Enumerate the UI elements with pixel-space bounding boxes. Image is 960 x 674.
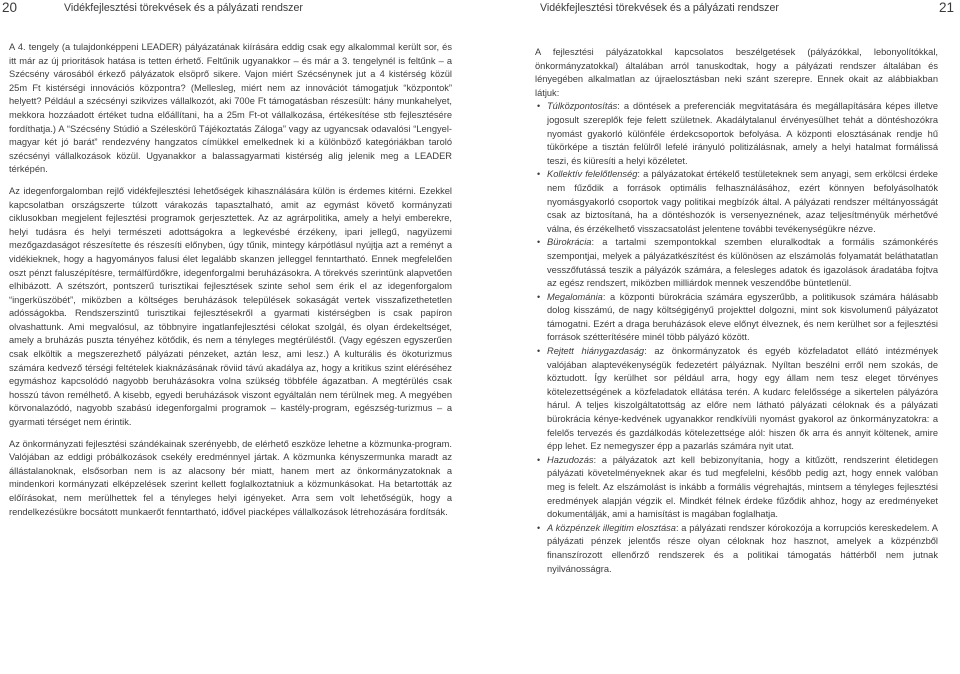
running-header: Vidékfejlesztési törekvések és a pályázati rendszer [540,2,779,14]
list-item [535,454,938,522]
bullet-icon: • [537,291,541,302]
term: Bürokrácia [547,237,592,248]
term-description: : a tartalmi szempontokkal szemben eluralkodtak a formális számonkérés szempontjai, melyek a pályázatkészítést és különösen az elszámolás folyamatát beláthatatlan vesszőfutássá teszik a pályázók számára, a felesleges adatok és igazolások áradatába fojtva az egész rendszert, miközben milliárdok mennek veszendőbe büntetlenül. [547,237,938,289]
term-description: : a döntések a preferenciák megvitatására és megállapítására képes illetve jogosult szereplők feje felett születnek. Akadálytalanul érvényesülhet tehát a döntéshozókra nyomást gyakorló különféle érdekcsoportok befolyása. A központi elosztásának rendje hű tükörképe a tisztán felülről lefelé irányuló politizálásnak, amely a helyi hatalmat formálissá teszi, és kiüresíti a helyi közéletet. [547,101,938,166]
list-item [535,236,938,290]
page-number: 20 [2,0,18,15]
bullet-icon: • [537,237,541,248]
list-item [535,345,938,454]
intro-paragraph: A fejlesztési pályázatokkal kapcsolatos beszélgetések (pályázókkal, lebonyolítókkal, önkormányzatokkal) általában arról tanuskodtak, hogy a pályázati rendszer általában és lényegében alkalmatlan az újraelosztásban neki szánt szerepre. Ennek okait az alábbiakban látjuk: [535,47,938,98]
page-number: 21 [938,0,954,15]
term: A közpénzek illegitim elosztása [547,522,676,533]
problem-list [535,100,938,576]
bullet-icon: • [537,454,541,465]
term-description: : a pályázatokat értékelő testületeknek sem anyagi, sem erkölcsi érdeke nem fűződik a források optimális felhasználásához, ezért könnyen befolyásolhatók nyomásgyakorló csoportok vagy politikai megbízók által. A pályázati rendszer méltányosságát csak az biztosítaná, ha a döntéshozók is versenyeznének, azaz teljesítményük mérhetővé válna, és érzékelhető visszacsatolást jelentene további tevékenységükre nézve. [547,169,938,234]
running-header: Vidékfejlesztési törekvések és a pályázati rendszer [64,2,303,14]
term: Túlközpontosítás [547,101,618,112]
paragraph: A 4. tengely (a tulajdonképpeni LEADER) pályázatának kiírására eddig csak egy alkalommal került sor, és itt már az új prioritások hatása is tetten érhető. Feltűnik ugyanakkor – és már a 3. tengelynél is feltűnk – a Szécsény városából érkező pályázatok elsöprő sikere. Vajon miért Szécsénynek jut a 4 kistérség közül 25m Ft kistérségi innovációs központra? (Mellesleg, miért nem az innovációt támogatjuk “központok” helyett? Például a szécsényi szikvizes vállalkozót, aki 700e Ft támogatásban részesült: hány munkahelyet, mekkora hozzáadott értéket tudna előállítani, ha a 25m Ft-ot vállalkozása, értékesítése stb fejlesztésére fordíthatja.) A “Szécsény Stúdió a Széleskörű Tájékoztatás Záloga” vagy az ugyancsak odavalósi “Lengyel-magyar két jó barát” rendezvény hangzatos címükkel emelkednek ki a különböző kategóriákban taroló szécsényi vállalkozások közül. Ugyanakkor a balassagyarmati kistérség alig jelenik meg a LEADER térképén. [9,42,452,175]
term: Megalománia [547,291,603,302]
term-description: : az önkormányzatok és egyéb közfeladatot ellátó intézmények valójában alaptevékenységük fedezetért pályáznak. Nyíltan beszélni erről nem szokás, de köztudott. Így kerülhet sor például arra, hogy egy állam nem tesz eleget törvényes kötelezettségének a közfeladatok ellátása terén. A kudarc felelőssége a sikertelen pályázóra hárul. A teljes kiszolgáltatottság az előre nem látható pályázati céloknak és a pályázati bürokrácia kénye-kedvének ugyanakkor rendkívüli nyomást gyakorol az önkormányzatokra: a felelős tervezés és gazdálkodás kötelezettsége alól: hiszen ők arra és annyit költenek, amire épp lehet. Ez nemegyszer épp a pazarlás számára nyit utat. [547,346,938,452]
bullet-icon: • [537,169,541,180]
term: Hazudozás [547,454,594,465]
bullet-icon: • [537,346,541,357]
term: Kollektív felelőtlenség [547,169,638,180]
left-page-body [9,41,452,519]
term-description: : a pályázatok azt kell bebizonyítania, hogy a kitűzött, rendszerint életidegen pályázati követelményeknek akar és tud megfelelni, később pedig azt, hogy ennek valóban meg is felelt. Az elszámolást is inkább a formális végrehajtás, mintsem a tényleges fejlesztési eredmények alapján végzik el. Mindkét félnek érdeke fűződik ahhoz, hogy az eredményeket dokumentálják, ami a hamisítást is magában foglalhatja. [547,454,938,520]
term: Rejtett hiánygazdaság [547,346,645,357]
list-item [535,522,938,576]
right-page-body [535,46,938,576]
paragraph: Az idegenforgalomban rejlő vidékfejlesztési lehetőségek kihasználására külön is érdemes kitérni. Ezekkel kapcsolatban országszerte túlzott várakozás tapasztalható, amit az egymást követő kormányzati ciklusokban megjelent fejlesztési programok gerjesztettek. Az az agrárpolitika, amely a helyi emberekre, helyi tudásra és helyi természeti adottságokra a legkevésbé érzékeny, ipari jellegű, nagyüzemi mezőgazdaságot részesítette és részesíti előnyben, úgy tűnik, mintegy kárpótlásul nyújtja azt a reményt a vidékieknek, hogy a hagyományos falusi élet legalább skanzen jelleggel fenntartható. Ennek megfelelően oszt pénzt faluszépítésre, termálfürdőkre, idegenforgalmi beruházásokra. A törekvés szerintünk alapvetően elhibázott. A szétszórt, pontszerű turisztikai fejlesztések szinte sehol sem érik el az idegenforgalom “ingerküszöbét”, miközben a költséges beruházások települések sokaságát vertek visszafizethetetlen adósságokba. Rendszerszintű turisztikai fejlesztésekről a gyarmati kistérségben is csak papíron olvashattunk. Ami megvalósul, az többnyire ingatlanfejlesztési célokat szolgál, és olyan érdekeltséget, amely a bruházás puszta tényéhez kötődik, és nem a tényleges megtérüléstől. (Vagy egészen egyszerűen csak elköltik a megszerezhető pályázati pénzeket, aztán lesz, ami lesz.) A kulturális és ökoturizmus számára kedvező térségi feltételek kiaknázásának röviid távú akadálya az, hogy a kritikus szint eléréséhez egymáshoz kapcsolódó nagyobb beruházásokra volna szükség többféle ágazatban. A megtérülés csak hosszú távon remélhető. A kisebb, egyedi beruházások viszont egyáltalán nem térülnek meg. A megyében körvonalazódó, nagyobb szabású idegenforgalmi programok – kastély-program, egészség-turizmus – a gyarmati térséget nem érintik. [9,185,452,428]
paragraph: Az önkormányzati fejlesztési szándékainak szerényebb, de elérhető eszköze lehetne a közmunka-program. Valójában az eddigi próbálkozások csekély eredménnyel jártak. A közmunka kényszermunka maradt az állástalanoknak, elsősorban nem is az alacsony bér miatt, hanem mert az önkormányzatoknak a mindenkori kormányzati elképzelések szerint kellett foglalkoztatniuk a közmunkásokat. Ha betartották az előírásokat, nem merülhettek fel a tényleges helyi igényeket. Arra sem volt lehetőségük, hogy a rendelkezésükre bocsátott munkaerőt fenntartható, idővel piacképes vállalkozások létrehozására fordítsák. [9,438,452,517]
list-item [535,291,938,345]
term-description: : a központi bürokrácia számára egyszerűbb, a politikusok számára hálásabb dolog kisszámú, de nagy költségigényű projekttel dolgozni, mint sok kisvolumenű pályázatot támogatni. Ezért a draga beruházások eleve előnyt élveznek, és nem kerülhet sor a fejlesztési források szétterítésére minél több pályázó között. [547,291,938,343]
right-page [480,0,960,674]
term-description: : a pályázati rendszer kórokozója a korrupciós kereskedelem. A pályázati pénzek jelentős része olyan céloknak hoz hasznot, amelyek a közpénzből finanszírozott ellenőrző rendszerek és a politikai támogatás háttérből nem jutnak nyilvánosságra. [547,522,938,574]
list-item [535,168,938,236]
bullet-icon: • [537,522,541,533]
list-item [535,100,938,168]
bullet-icon: • [537,101,541,112]
